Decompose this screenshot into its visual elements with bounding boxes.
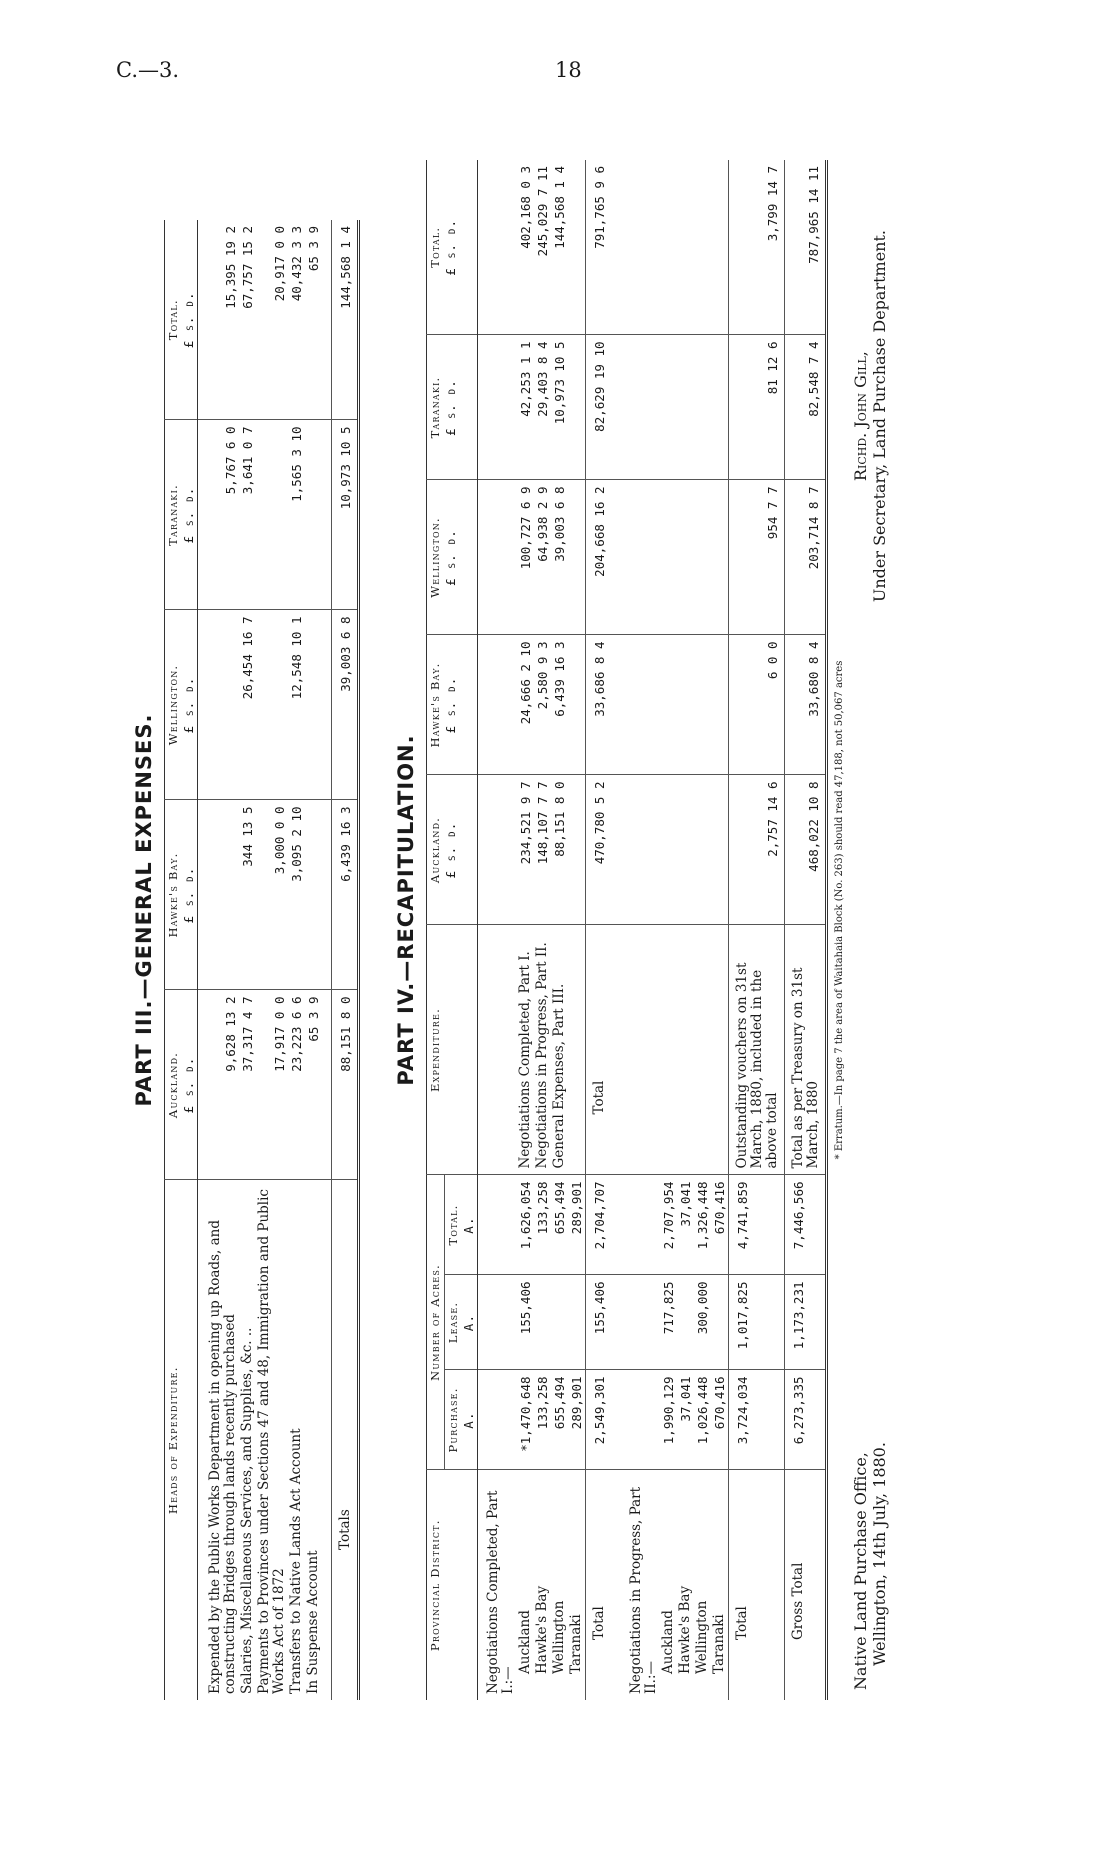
col-hawkes-bay: Hawke's Bay. £ s. d. (165, 800, 198, 990)
table-row: Transfers to Native Lands Act Account 23,223 6 6 3,095 2 10 12,548 10 1 1,565 3 10 40,432 3 3 (288, 220, 305, 1700)
table-row: Hawke's Bay 133,258 133,258 Negotiations in Progress, Part II. 148,107 7 7 2,580 9 3 64,938 2 9 29,403 8 4 245,029 7 11 (534, 160, 551, 1700)
col-wellington: Wellington. £ s. d. (165, 610, 198, 800)
recapitulation-table (426, 160, 828, 1700)
section2-total-row: Total 3,724,034 1,017,825 4,741,859 Outstanding vouchers on 31st March, 1880, included in the above total 2,757 14 6 6 0 0 954 7 7 81 12 6 3,799 14 7 (729, 160, 785, 1700)
part4-header-row-1 (427, 160, 445, 1700)
part4-title: PART IV.—RECAPITULATION. (394, 734, 418, 1086)
col-auckland: Auckland. £ s. d. (427, 775, 478, 925)
part3-header-row (165, 220, 198, 1700)
section1-total-row: Total 2,549,301 155,406 2,704,707 Total 470,780 5 2 33,686 8 4 204,668 16 2 82,629 19 10 791,765 9 6 (586, 160, 612, 1700)
part3-title: PART III.—GENERAL EXPENSES. (132, 713, 156, 1107)
table-row: Auckland *1,470,648 155,406 1,626,054 Negotiations Completed, Part I. 234,521 9 7 24,666 2 10 100,727 6 9 42,253 1 1 402,168 0 3 (517, 160, 534, 1700)
office-line-2: Wellington, 14th July, 1880. (870, 1442, 889, 1666)
table-row: Negotiations in Progress, Part II.:— (611, 160, 660, 1700)
col-acres-group: Number of Acres. (427, 1175, 445, 1470)
table-row: Expended by the Public Works Department in opening up Roads, and constructing Bridges through lands recently purchased 9,628 13 2 5,767 6 0 15,395 19 2 (198, 220, 240, 1700)
col-purchase: Purchase. A. (445, 1370, 478, 1470)
table-row: Wellington 655,494 655,494 General Expenses, Part III. 88,151 8 0 6,439 16 3 39,003 6 8 10,973 10 5 144,568 1 4 (551, 160, 568, 1700)
signature-name: Richd. John Gill, (851, 351, 870, 482)
totals-row: Totals 88,151 8 0 6,439 16 3 39,003 6 8 10,973 10 5 144,568 1 4 (332, 220, 359, 1700)
table-row: Hawke's Bay 37,041 37,041 (677, 160, 694, 1700)
header-code: C.—3. (116, 58, 180, 82)
general-expenses-table (164, 220, 360, 1700)
col-auckland: Auckland. £ s. d. (165, 990, 198, 1180)
office-line-1: Native Land Purchase Office, (851, 1452, 870, 1690)
table-row: Negotiations Completed, Part I.:— (478, 160, 518, 1700)
erratum-note: * Erratum.—In page 7 the area of Waitahaia Block (No. 263) should read 47,188, not 50,067 acres (834, 660, 845, 1160)
footer (851, 120, 941, 1700)
col-heads: Heads of Expenditure. (165, 1180, 198, 1700)
col-acres-total: Total. A. (445, 1175, 478, 1275)
col-wellington: Wellington. £ s. d. (427, 480, 478, 635)
col-taranaki: Taranaki. £ s. d. (165, 420, 198, 610)
signature-block (851, 230, 889, 602)
table-row: Taranaki 289,901 289,901 (568, 160, 586, 1700)
table-row: Wellington 1,026,448 300,000 1,326,448 (694, 160, 711, 1700)
gross-total-row: Gross Total 6,273,335 1,173,231 7,446,566 Total as per Treasury on 31st March, 1880 468,022 10 8 33,680 8 4 203,714 8 7 82,548 7 4 787,965 14 11 (785, 160, 827, 1700)
signature-title: Under Secretary, Land Purchase Department. (870, 230, 889, 603)
table-row: Payments to Provinces under Sections 47 and 48, Immigration and Public Works Act of 1872 17,917 0 0 3,000 0 0 20,917 0 0 (256, 220, 288, 1700)
col-total: Total. £ s. d. (427, 160, 478, 335)
table-row: Salaries, Miscellaneous Services, and Supplies, &c. .. 37,317 4 7 344 13 5 26,454 16 7 3,641 0 7 67,757 15 2 (239, 220, 256, 1700)
col-expenditure: Expenditure. (427, 925, 478, 1175)
office-address (851, 1442, 889, 1690)
col-hawkes-bay: Hawke's Bay. £ s. d. (427, 635, 478, 775)
table-row: Auckland 1,990,129 717,825 2,707,954 (660, 160, 677, 1700)
table-row: In Suspense Account 65 3 9 65 3 9 (305, 220, 332, 1700)
rotated-content (132, 120, 1012, 1700)
col-taranaki: Taranaki. £ s. d. (427, 335, 478, 480)
col-lease: Lease. A. (445, 1275, 478, 1370)
col-total: Total. £ s. d. (165, 220, 198, 420)
table-row: Taranaki 670,416 670,416 (711, 160, 729, 1700)
page-number: 18 (555, 58, 582, 82)
col-district: Provincial District. (427, 1470, 478, 1700)
